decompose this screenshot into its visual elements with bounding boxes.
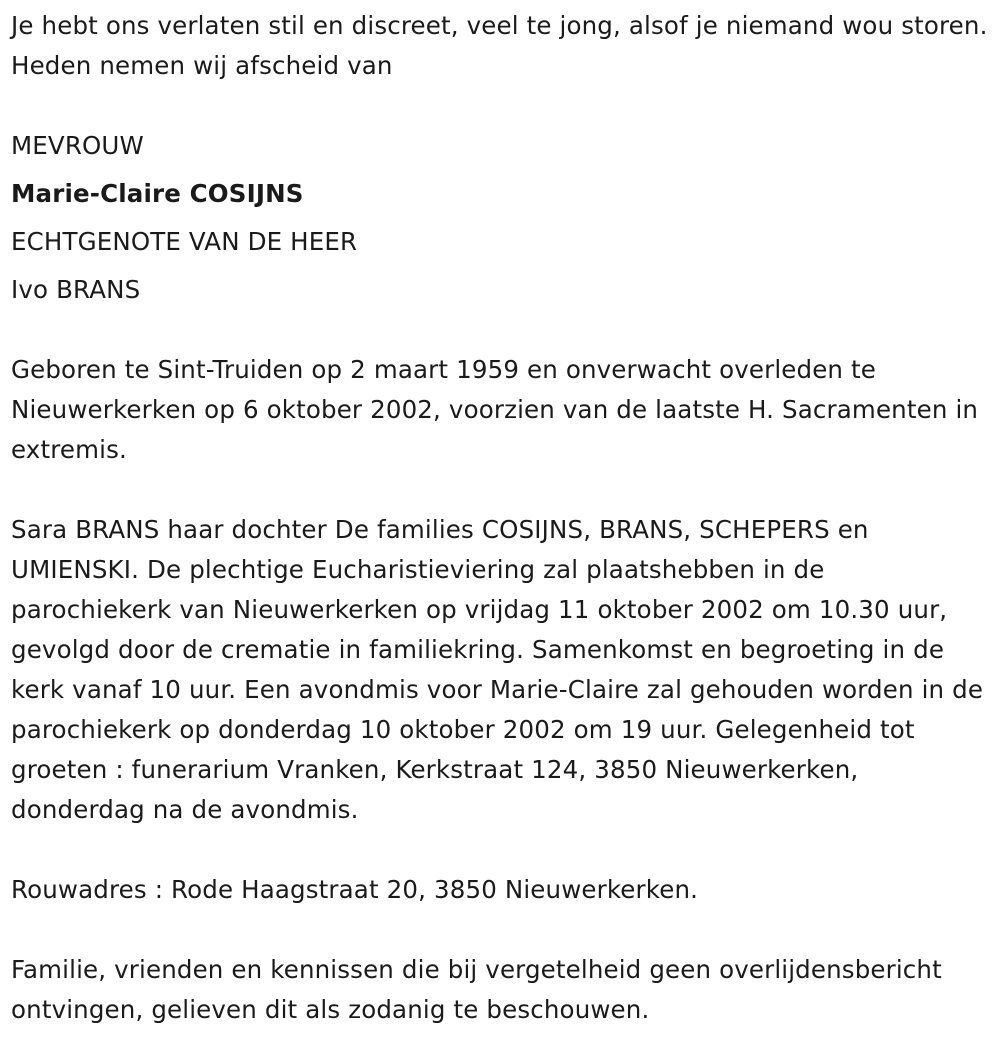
closing-note: Familie, vrienden en kennissen die bij vergetelheid geen overlijdensbericht ontvingen, gelieven dit als zodanig te beschouwen. bbox=[11, 955, 942, 1024]
spouse-name: Ivo BRANS bbox=[11, 275, 141, 304]
birth-death-paragraph: Geboren te Sint-Truiden op 2 maart 1959 en onverwacht overleden te Nieuwerkerken op 6 oktober 2002, voorzien van de laatste H. Sacramenten in extremis. bbox=[11, 355, 979, 464]
family-ceremony-paragraph: Sara BRANS haar dochter De families COSIJNS, BRANS, SCHEPERS en UMIENSKI. De plechtige Eucharistieviering zal plaatshebben in de parochiekerk van Nieuwerkerken op vrijdag 11 oktober 2002 om 10.30 uur, gevolgd door de crematie in familiekring. Samenkomst en begroeting in de kerk vanaf 10 uur. Een avondmis voor Marie-Claire zal gehouden worden in de parochiekerk op donderdag 10 oktober 2002 om 19 uur. Gelegenheid tot groeten : funerarium Vranken, Kerkstraat 124, 3850 Nieuwerkerken, donderdag na de avondmis. bbox=[11, 515, 984, 824]
intro-paragraph: Je hebt ons verlaten stil en discreet, veel te jong, alsof je niemand wou storen. Heden nemen wij afscheid van bbox=[11, 11, 988, 80]
title-prefix: MEVROUW bbox=[11, 131, 144, 160]
mourning-address: Rouwadres : Rode Haagstraat 20, 3850 Nieuwerkerken. bbox=[11, 875, 699, 904]
deceased-name: Marie-Claire COSIJNS bbox=[11, 179, 304, 208]
obituary-notice bbox=[11, 6, 991, 1030]
spouse-label: ECHTGENOTE VAN DE HEER bbox=[11, 227, 358, 256]
